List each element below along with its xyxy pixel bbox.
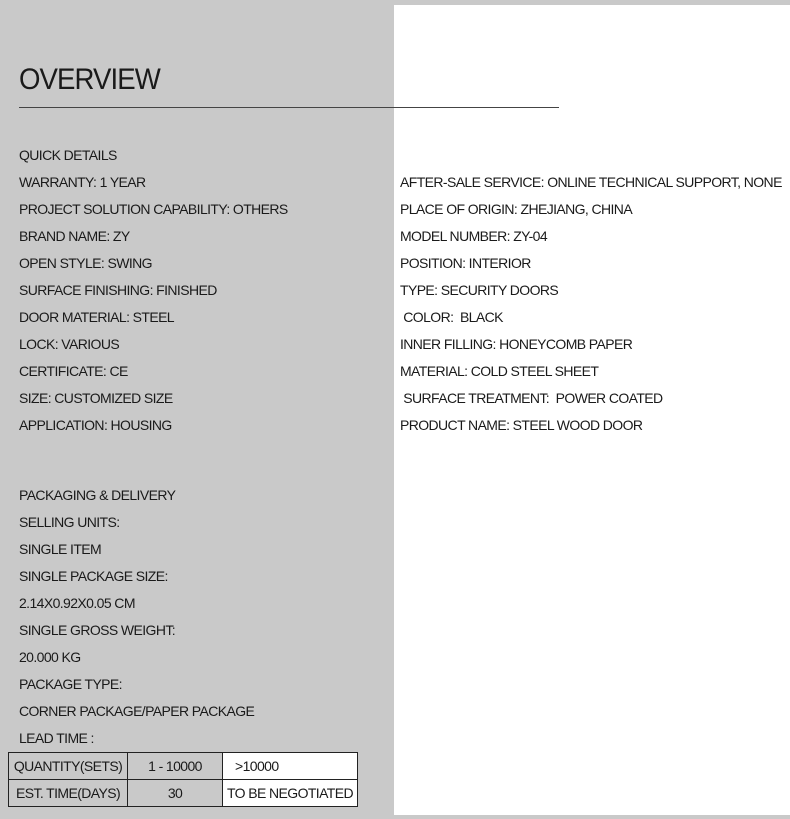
detail-right: MATERIAL: COLD STEEL SHEET [400, 363, 599, 379]
table-cell: 30 [128, 780, 223, 807]
detail-left: APPLICATION: HOUSING [19, 417, 172, 433]
detail-right: SURFACE TREATMENT: POWER COATED [400, 390, 663, 406]
packaging-line: PACKAGE TYPE: [19, 676, 122, 692]
packaging-line: 20.000 KG [19, 649, 81, 665]
detail-right: POSITION: INTERIOR [400, 255, 531, 271]
detail-right: TYPE: SECURITY DOORS [400, 282, 559, 298]
title-divider [19, 107, 559, 108]
detail-right: PRODUCT NAME: STEEL WOOD DOOR [400, 417, 643, 433]
packaging-line: CORNER PACKAGE/PAPER PACKAGE [19, 703, 255, 719]
table-cell: EST. TIME(DAYS) [9, 780, 128, 807]
table-row [9, 753, 358, 780]
table-row [9, 780, 358, 807]
table-cell: QUANTITY(SETS) [9, 753, 128, 780]
table-cell: TO BE NEGOTIATED [223, 780, 358, 807]
detail-right: INNER FILLING: HONEYCOMB PAPER [400, 336, 633, 352]
detail-right: COLOR: BLACK [400, 309, 503, 325]
table-cell: >10000 [223, 753, 358, 780]
detail-left: SURFACE FINISHING: FINISHED [19, 282, 217, 298]
lead-time-table [8, 752, 358, 807]
detail-left: LOCK: VARIOUS [19, 336, 120, 352]
page-title: OVERVIEW [19, 63, 160, 96]
detail-right: PLACE OF ORIGIN: ZHEJIANG, CHINA [400, 201, 633, 217]
quick-details-heading: QUICK DETAILS [19, 147, 117, 163]
detail-left: SIZE: CUSTOMIZED SIZE [19, 390, 173, 406]
packaging-line: LEAD TIME : [19, 730, 94, 746]
packaging-line: SINGLE GROSS WEIGHT: [19, 622, 176, 638]
packaging-line: SELLING UNITS: [19, 514, 120, 530]
detail-left: PROJECT SOLUTION CAPABILITY: OTHERS [19, 201, 288, 217]
top-border [0, 0, 790, 5]
packaging-line: SINGLE PACKAGE SIZE: [19, 568, 168, 584]
packaging-line: 2.14X0.92X0.05 CM [19, 595, 135, 611]
white-panel [394, 5, 790, 815]
table-cell: 1 - 10000 [128, 753, 223, 780]
packaging-heading: PACKAGING & DELIVERY [19, 487, 176, 503]
detail-left: DOOR MATERIAL: STEEL [19, 309, 174, 325]
detail-left: OPEN STYLE: SWING [19, 255, 152, 271]
detail-left: WARRANTY: 1 YEAR [19, 174, 146, 190]
detail-right: MODEL NUMBER: ZY-04 [400, 228, 548, 244]
detail-left: CERTIFICATE: CE [19, 363, 128, 379]
detail-left: BRAND NAME: ZY [19, 228, 130, 244]
detail-right: AFTER-SALE SERVICE: ONLINE TECHNICAL SUPPORT, NONE [400, 174, 782, 190]
packaging-line: SINGLE ITEM [19, 541, 102, 557]
